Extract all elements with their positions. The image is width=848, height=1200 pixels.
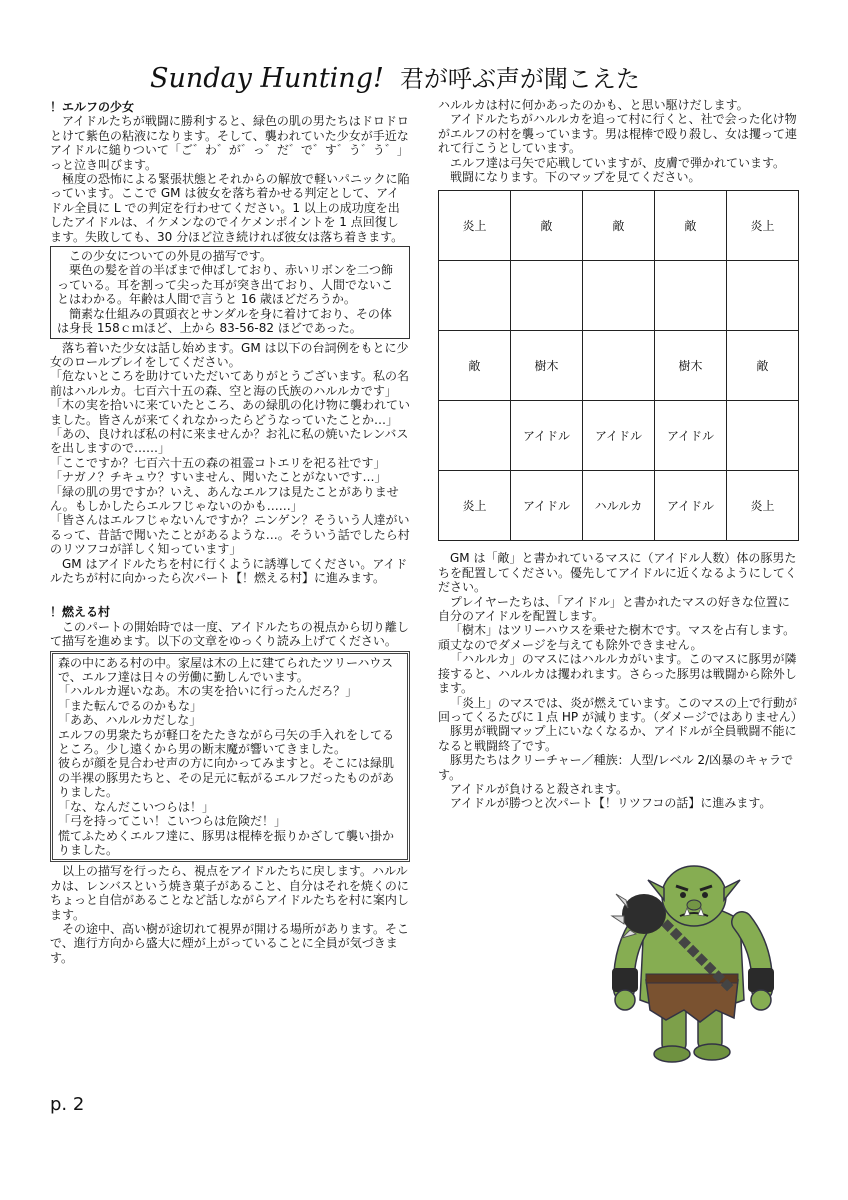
map-cell: アイドル	[583, 401, 655, 471]
map-cell: ハルルカ	[583, 471, 655, 541]
map-cell	[583, 331, 655, 401]
page-number: p. 2	[50, 1094, 85, 1115]
map-cell: 敵	[583, 191, 655, 261]
read-aloud-line: エルフの男衆たちが軽口をたたきながら弓矢の手入れをしてるところ。少し遠くから男の断末魔が響いてきました。	[58, 727, 395, 757]
paragraph: ハルルカは村に何かあったのかも、と思い駆けだします。	[438, 98, 749, 112]
map-row	[439, 191, 799, 261]
page-title	[150, 62, 710, 96]
map-cell: 敵	[655, 191, 727, 261]
map-cell	[655, 261, 727, 331]
map-cell: アイドル	[511, 471, 583, 541]
left-column	[50, 98, 410, 965]
paragraph: アイドルが勝つと次パート【！リツフコの話】に進みます。	[450, 796, 772, 811]
dialogue-line: 「ナガノ？チキュウ？すいません、聞いたことがないです…」	[50, 470, 387, 485]
read-aloud-line: 慌てふためくエルフ達に、豚男は棍棒を振りかざして襲い掛かりました。	[58, 828, 395, 857]
paragraph: 落ち着いた少女は話し始めます。GM は以下の台詞例をもとに少女のロールプレイをしてください。	[50, 340, 409, 369]
paragraph: アイドルたちがハルルカを追って村に行くと、社で会った化け物がエルフの村を襲っています。男は棍棒で殴り殺し、女は攫って連れて行こうとしています。	[438, 112, 798, 156]
read-aloud-line: 「な、なんだこいつらは！」	[58, 799, 215, 814]
paragraph: GM は「敵」と書かれているマスに（アイドル人数）体の豚男たちを配置してください。優先してアイドルに近くなるようにしてください。	[438, 551, 797, 595]
map-cell: 樹木	[655, 331, 727, 401]
box-paragraph: この少女についての外見の描写です。	[69, 249, 272, 264]
map-cell: 敵	[727, 331, 799, 401]
map-cell: アイドル	[655, 401, 727, 471]
paragraph: アイドルたちが戦闘に勝利すると、緑色の肌の男たちはドロドロとけて紫色の粘液になります。そして、襲われていた少女が手近なアイドルに縋りついて「ご゛わ゛が゛っ゛だ゛で゛す゛う゛う゛」っと泣き叫びます。	[50, 114, 409, 172]
box-paragraph: 簡素な仕組みの貫頭衣とサンダルを身に着けており、その体は身長 158ｃｍほど、上から 83-56-82 ほどであった。	[57, 306, 392, 336]
paragraph: 極度の恐怖による緊張状態とそれからの解放で軽いパニックに陥っています。ここで GM は彼女を落ち着かせる判定として、アイドル全員に L での判定を行わせてください。1 以上の成功度を出したアイドルは、イケメンなのでイケメンポイントを 1 点回復します。失敗しても、30 分ほど泣き続ければ彼女は落ち着きます。	[50, 172, 410, 244]
paragraph: GM はアイドルたちを村に行くように誘導してください。アイドルたちが村に向かったら次パート【！燃える村】に進みます。	[50, 556, 408, 585]
section-heading-elf-girl: ！エルフの少女	[50, 100, 135, 114]
description-box	[50, 246, 410, 338]
read-aloud-line: 「ああ、ハルルカだしな」	[58, 713, 202, 728]
paragraph: 戦闘になります。下のマップを見てください。	[450, 170, 701, 185]
map-row	[439, 471, 799, 541]
box-paragraph: 栗色の髪を首の半ばまで伸ばしており、赤いリボンを二つ飾っている。耳を割って尖った耳が突き出ており、人間でないことはわかる。年齢は人間で言うと 16 歳ほどだろうか。	[57, 263, 394, 307]
paragraph: プレイヤーたちは、「アイドル」と書かれたマスの好きな位置に自分のアイドルを配置します。	[438, 594, 790, 624]
map-cell: 炎上	[439, 471, 511, 541]
map-cell: 炎上	[439, 191, 511, 261]
dialogue-line: 「ここですか？七百六十五の森の祖霊コトエリを祀る社です」	[50, 455, 386, 470]
map-cell	[511, 261, 583, 331]
map-row	[439, 401, 799, 471]
dialogue-line: 「危ないところを助けていただいてありがとうございます。私の名前はハルルカ。七百六十五の森、空と海の氏族のハルルカです」	[50, 369, 410, 398]
read-aloud-line: 「ハルルカ遅いなあ。木の実を拾いに行ったんだろ？」	[58, 684, 358, 699]
map-cell	[583, 261, 655, 331]
map-cell: アイドル	[655, 471, 727, 541]
map-cell	[727, 401, 799, 471]
map-cell	[439, 261, 511, 331]
map-cell: 炎上	[727, 471, 799, 541]
dialogue-line: 「あの、良ければ私の村に来ませんか？お礼に私の焼いたレンバスを出しますので……」	[50, 426, 409, 456]
map-cell: 敵	[511, 191, 583, 261]
dialogue-line: 「皆さんはエルフじゃないんですか？ニンゲン？そういう人達がいるって、昔話で聞いたことがあるような…。そういう話でしたら村のリツフコが詳しく知っています」	[50, 513, 410, 557]
paragraph: 豚男たちはクリーチャー／種族：人型/レベル 2/凶暴のキャラです。	[438, 753, 794, 782]
map-row	[439, 261, 799, 331]
read-aloud-line: 森の中にある村の中。家屋は木の上に建てられたツリーハウスで、エルフ達は日々の労働に勤しんでいます。	[58, 655, 394, 685]
paragraph: 「樹木」はツリーハウスを乗せた樹木です。マスを占有します。頑丈なのでダメージを与えても除外できません。	[438, 623, 796, 652]
paragraph: 「ハルルカ」のマスにはハルルカがいます。このマスに豚男が隣接すると、ハルルカは攫われます。さらった豚男は戦闘から除外します。	[438, 652, 797, 696]
dialogue-line: 「緑の肌の男ですか？いえ、あんなエルフは見たことがありません。もしかしたらエルフじゃないのかも……」	[50, 484, 399, 513]
dialogue-line: 「木の実を拾いに来ていたところ、あの緑肌の化け物に襲われていました。皆さんが来てくれなかったらどうなっていたことか…」	[50, 398, 411, 427]
read-aloud-box	[50, 651, 410, 863]
title-japanese: 君が呼ぶ声が聞こえた	[399, 65, 640, 93]
read-aloud-line: 「また転んでるのかもな」	[58, 698, 203, 713]
paragraph: その途中、高い樹が途切れて視界が開ける場所があります。そこで、進行方向から盛大に煙が上がっていることに全員が気づきます。	[50, 921, 410, 965]
map-cell	[439, 401, 511, 471]
paragraph: エルフ達は弓矢で応戦していますが、皮膚で弾かれています。	[450, 155, 786, 170]
paragraph: 「炎上」のマスでは、炎が燃えています。このマスの上で行動が回ってくるたびに１点 HP が減ります。（ダメージではありません）	[438, 695, 803, 724]
read-aloud-line: 「弓を持ってこい！こいつらは危険だ！」	[58, 814, 287, 829]
map-cell: アイドル	[511, 401, 583, 471]
title-english: Sunday Hunting!	[150, 63, 384, 94]
paragraph: このパートの開始時では一度、アイドルたちの視点から切り離して描写を進めます。以下の文章をゆっくり読み上げてください。	[50, 619, 409, 649]
paragraph: 以上の描写を行ったら、視点をアイドルたちに戻します。ハルルカは、レンバスという焼き菓子があること、自分はそれを焼くのにちょっと自信があることなど話しながらアイドルたちを村に案内します。	[50, 864, 409, 922]
orc-illustration	[604, 850, 780, 1065]
map-cell: 樹木	[511, 331, 583, 401]
battle-map	[438, 190, 799, 541]
map-cell	[727, 261, 799, 331]
map-cell: 炎上	[727, 191, 799, 261]
paragraph: 豚男が戦闘マップ上にいなくなるか、アイドルが全員戦闘不能になると戦闘終了です。	[438, 724, 797, 753]
map-cell: 敵	[439, 331, 511, 401]
map-row	[439, 331, 799, 401]
paragraph: アイドルが負けると殺されます。	[450, 781, 628, 796]
read-aloud-line: 彼らが顔を見合わせ声の方に向かってみますと。そこには緑肌の半裸の豚男たちと、その足元に転がるエルフだったものがありました。	[58, 756, 395, 800]
right-column	[438, 98, 803, 811]
section-heading-burning-village: ！燃える村	[50, 605, 111, 620]
